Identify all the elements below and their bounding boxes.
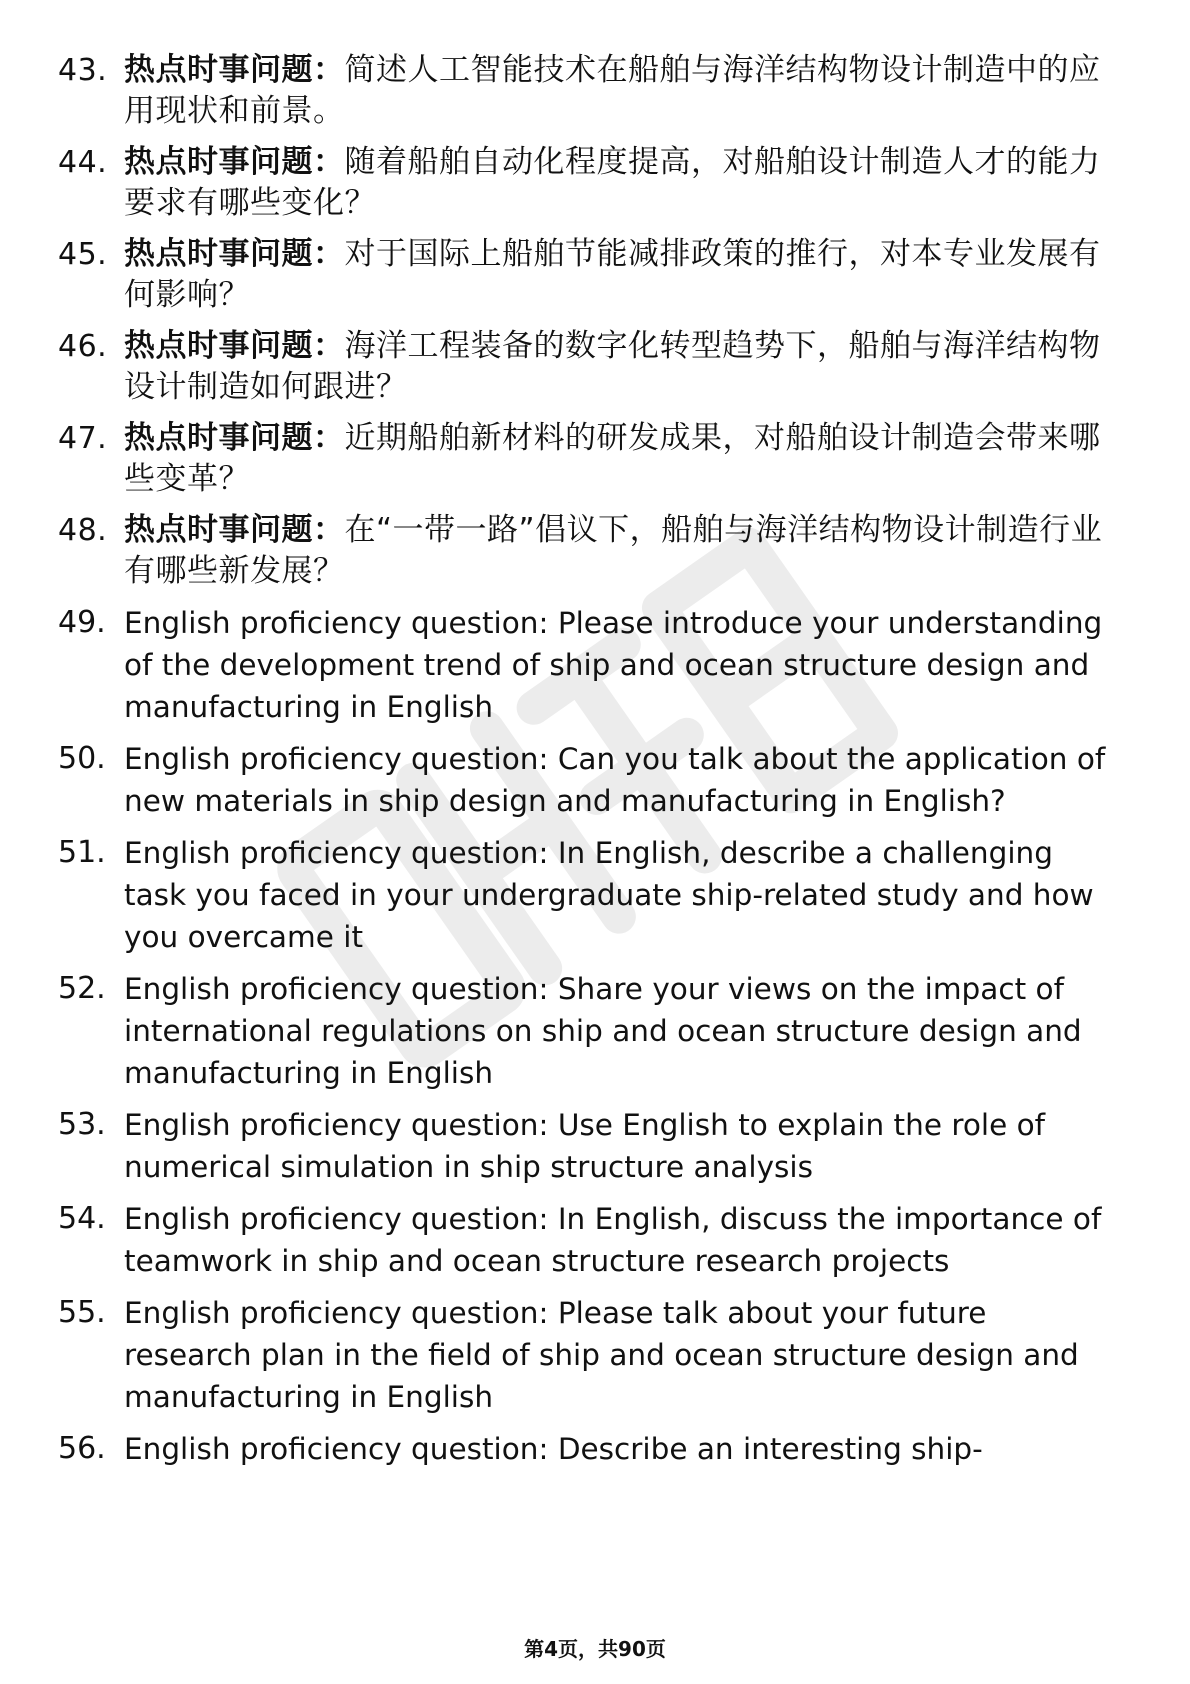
list-item: [58, 832, 1118, 958]
item-number: 50.: [58, 741, 106, 776]
list-item: [58, 142, 1118, 224]
list-item: [58, 326, 1118, 408]
item-number: 54.: [58, 1201, 106, 1236]
item-text: English proficiency question: Please introduce your understanding of the development trend of ship and ocean structure design and manufacturing in English: [124, 606, 1103, 724]
item-text: English proficiency question: In English, describe a challenging task you faced in your undergraduate ship-related study and how you overcame it: [124, 836, 1094, 954]
list-item: [58, 50, 1118, 132]
list-item: [58, 418, 1118, 500]
item-number: 45.: [58, 237, 108, 272]
item-label: 热点时事问题：: [124, 52, 345, 88]
item-text: English proficiency question: In English, discuss the importance of teamwork in ship and ocean structure research projects: [124, 1202, 1102, 1278]
item-text: English proficiency question: Use English to explain the role of numerical simulation in ship structure analysis: [124, 1108, 1046, 1184]
item-number: 52.: [58, 971, 106, 1006]
item-label: 热点时事问题：: [124, 144, 345, 180]
list-item: [58, 738, 1118, 822]
item-text: 简述人工智能技术在船舶与海洋结构物设计制造中的应用现状和前景。: [124, 52, 1101, 129]
item-label: 热点时事问题：: [124, 420, 345, 456]
list-item: [58, 510, 1118, 592]
item-number: 55.: [58, 1295, 106, 1330]
item-label: 热点时事问题：: [124, 328, 345, 364]
item-text: English proficiency question: Describe an interesting ship-: [124, 1432, 983, 1466]
list-item: [58, 602, 1118, 728]
item-number: 51.: [58, 835, 106, 870]
item-text: 近期船舶新材料的研发成果，对船舶设计制造会带来哪些变革？: [124, 420, 1101, 497]
item-number: 56.: [58, 1431, 106, 1466]
item-number: 46.: [58, 329, 108, 364]
item-number: 53.: [58, 1107, 106, 1142]
item-text: 海洋工程装备的数字化转型趋势下，船舶与海洋结构物设计制造如何跟进？: [124, 328, 1101, 405]
item-label: 热点时事问题：: [124, 236, 345, 272]
item-number: 49.: [58, 605, 106, 640]
item-text: 在“一带一路”倡议下，船舶与海洋结构物设计制造行业有哪些新发展？: [124, 512, 1103, 589]
item-number: 44.: [58, 145, 108, 180]
item-text: English proficiency question: Can you talk about the application of new materials in ship design and manufacturing in English?: [124, 742, 1106, 818]
item-number: 48.: [58, 513, 108, 548]
item-number: 47.: [58, 421, 108, 456]
list-item: [58, 1198, 1118, 1282]
question-list: [58, 50, 1118, 1480]
item-label: 热点时事问题：: [124, 512, 345, 548]
list-item: [58, 1104, 1118, 1188]
page-indicator: 第4页，共90页: [524, 1637, 666, 1661]
item-number: 43.: [58, 53, 108, 88]
item-text: English proficiency question: Please talk about your future research plan in the field of ship and ocean structure design and manufacturing in English: [124, 1296, 1079, 1414]
item-text: English proficiency question: Share your views on the impact of international regulations on ship and ocean structure design and manufacturing in English: [124, 972, 1082, 1090]
list-item: [58, 968, 1118, 1094]
list-item: [58, 1428, 1118, 1470]
list-item: [58, 234, 1118, 316]
item-text: 对于国际上船舶节能减排政策的推行，对本专业发展有何影响？: [124, 236, 1101, 313]
item-text: 随着船舶自动化程度提高，对船舶设计制造人才的能力要求有哪些变化？: [124, 144, 1101, 221]
list-item: [58, 1292, 1118, 1418]
